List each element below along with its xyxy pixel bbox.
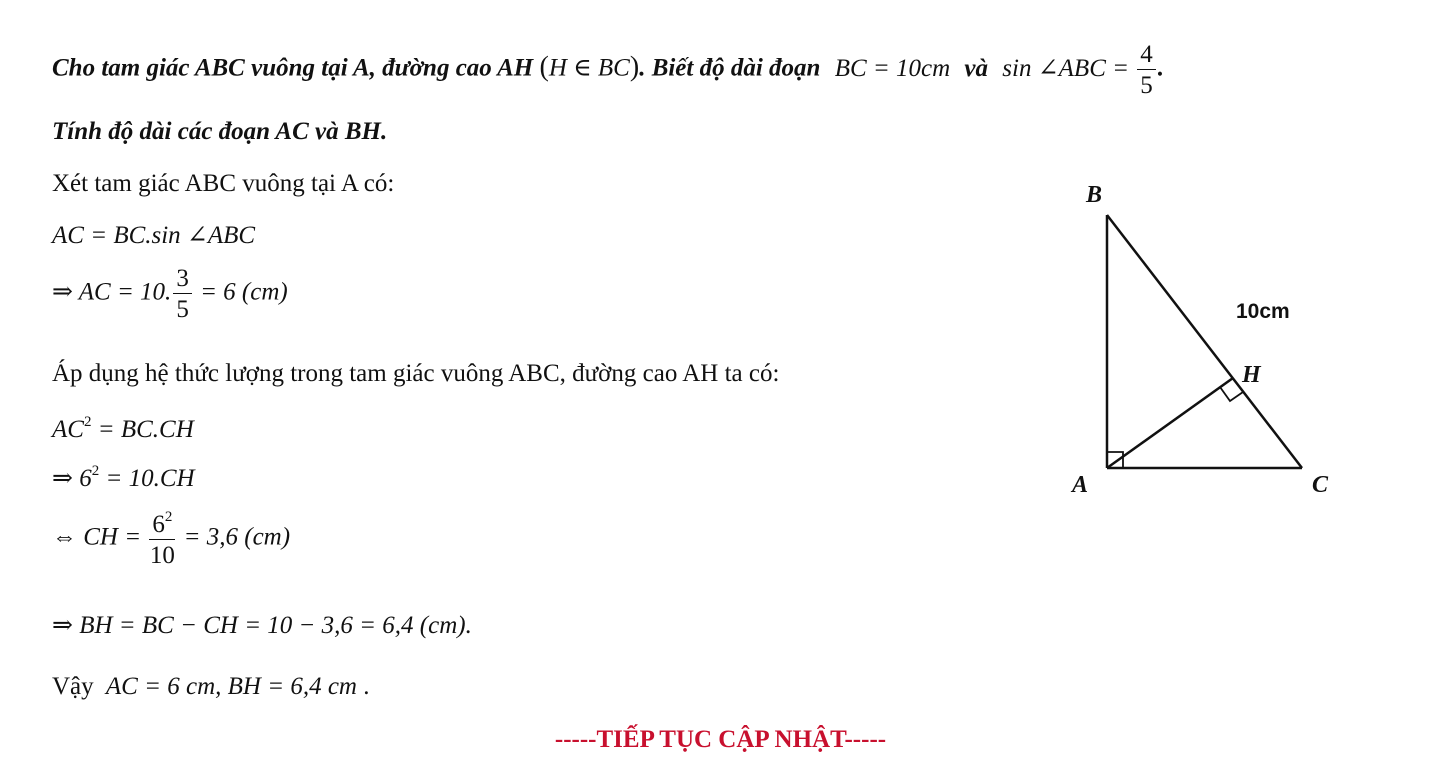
l3-close: ) — [279, 278, 288, 306]
l7-den: 10 — [149, 542, 175, 569]
label-a: A — [1072, 472, 1089, 498]
sin-fraction — [1137, 42, 1156, 98]
l7-pre: ⇔ CH = — [52, 523, 142, 551]
cond-open: ( — [539, 51, 549, 83]
solution-line-8 — [52, 610, 472, 640]
solution-line-1: Xét tam giác ABC vuông tại A có: — [52, 170, 395, 197]
l5-exp: 2 — [83, 414, 92, 430]
cond-in: ∈ — [573, 54, 592, 82]
side-bc — [1107, 215, 1302, 468]
l3-num: 3 — [173, 266, 192, 294]
l8-pre: ⇒ BH = BC − CH = 10 − 3,6 = 6,4 ( — [52, 612, 429, 639]
cond-h: H — [548, 54, 567, 82]
sin-num: 4 — [1137, 42, 1156, 70]
l3-pre: ⇒ AC = 10. — [52, 278, 172, 306]
problem-part2: . Biết độ dài đoạn — [639, 54, 821, 82]
l7-num-exp: 2 — [164, 509, 173, 525]
l8-close: ). — [457, 612, 472, 639]
right-angle-h — [1220, 387, 1243, 401]
l5-a: AC — [52, 416, 84, 443]
triangle-figure — [1050, 170, 1370, 510]
bc-value: BC = 10cm — [834, 54, 951, 82]
l9-dot: . — [356, 673, 370, 700]
solution-line-6 — [52, 463, 195, 493]
solution-line-7 — [52, 510, 290, 568]
problem-statement — [52, 42, 1164, 98]
va-word: và — [964, 54, 989, 82]
l5-b: = BC.CH — [91, 416, 194, 443]
solution-line-5 — [52, 414, 194, 444]
label-c: C — [1312, 472, 1329, 498]
label-length: 10cm — [1236, 300, 1290, 323]
l6-b: = 10.CH — [99, 465, 195, 492]
cond-bc: BC — [597, 54, 630, 82]
l7-unit: cm — [252, 523, 282, 551]
label-b: B — [1086, 182, 1103, 208]
solution-line-4: Áp dụng hệ thức lượng trong tam giác vuông ABC, đường cao AH ta có: — [52, 360, 780, 387]
l8-unit: cm — [428, 612, 458, 639]
l7-fraction — [149, 510, 175, 568]
l7-close: ) — [281, 523, 291, 551]
problem-part1: Cho tam giác ABC vuông tại A, đường cao AH — [52, 54, 534, 82]
problem-task: Tính độ dài các đoạn AC và BH. — [52, 118, 388, 145]
label-h: H — [1242, 362, 1261, 388]
l3-unit: cm — [250, 278, 280, 306]
l7-num-base: 6 — [152, 511, 165, 538]
l3-mid: = 6 ( — [193, 278, 251, 306]
sin-den: 5 — [1140, 72, 1153, 99]
solution-line-2: AC = BC.sin ∠ABC — [52, 222, 256, 249]
l3-den: 5 — [176, 296, 189, 323]
altitude-ah — [1107, 378, 1233, 468]
solution-line-3 — [52, 266, 288, 322]
cond-close: ) — [629, 51, 640, 83]
problem-end-dot: . — [1157, 54, 1164, 82]
sin-label: sin ∠ABC = — [1002, 54, 1129, 82]
l7-mid: = 3,6 ( — [177, 523, 253, 551]
l3-fraction — [173, 266, 192, 322]
l9-expr: AC = 6 cm, BH = 6,4 cm — [105, 673, 357, 700]
l9-pre: Vậy — [52, 673, 94, 700]
l6-exp: 2 — [91, 463, 100, 479]
l6-a: ⇒ 6 — [52, 465, 92, 492]
footer-continue: -----TIẾP TỤC CẬP NHẬT----- — [554, 726, 887, 753]
solution-line-9 — [52, 673, 369, 701]
